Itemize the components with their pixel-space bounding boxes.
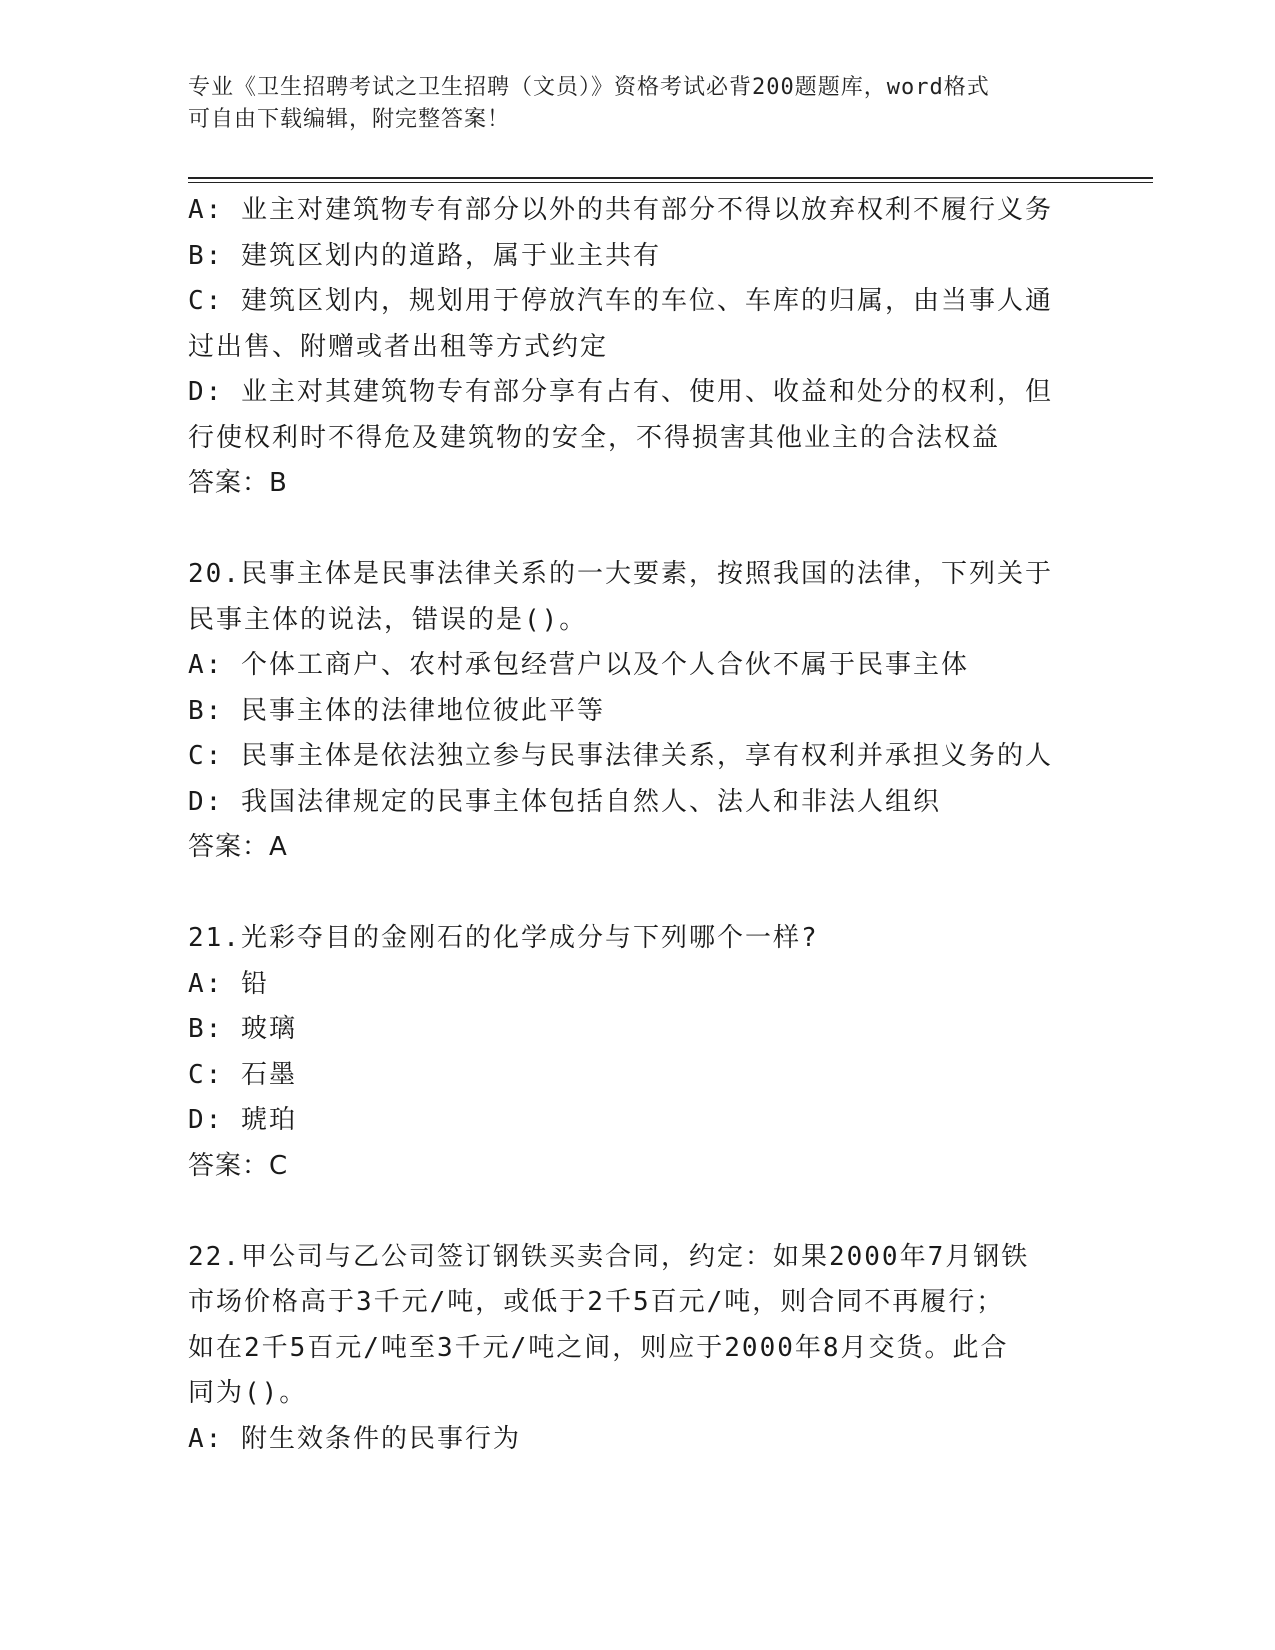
- question-stem-continued: 民事主体的说法，错误的是()。: [188, 604, 588, 635]
- question-stem-continued: 市场价格高于3千元/吨，或低于2千5百元/吨，则合同不再履行；: [188, 1287, 1005, 1317]
- spacer: [188, 871, 1088, 917]
- option-d-continued: 行使权利时不得危及建筑物的安全，不得损害其他业主的合法权益: [188, 422, 1001, 453]
- header-line-2: 可自由下载编辑，附完整答案！: [188, 107, 511, 132]
- option-b: B: 民事主体的法律地位彼此平等: [188, 695, 605, 726]
- option-c: C: 民事主体是依法独立参与民事法律关系，享有权利并承担义务的人: [188, 741, 1053, 771]
- question-list: [188, 188, 1088, 1462]
- question-stem: 20.民事主体是民事法律关系的一大要素，按照我国的法律，下列关于: [188, 559, 1053, 589]
- question-stem: 22.甲公司与乙公司签订钢铁买卖合同，约定：如果2000年7月钢铁: [188, 1241, 1030, 1272]
- question-19-block: [188, 188, 1088, 507]
- answer-line: 答案：B: [188, 468, 288, 498]
- question-22-block: [188, 1235, 1088, 1463]
- spacer: [188, 1189, 1088, 1235]
- option-d: D: 琥珀: [188, 1105, 297, 1135]
- question-stem-continued: 同为()。: [188, 1378, 308, 1408]
- question-20-block: [188, 552, 1088, 871]
- option-c: C: 石墨: [188, 1059, 297, 1090]
- header-divider-thick: [188, 177, 1153, 179]
- question-21-block: [188, 916, 1088, 1189]
- option-a: A: 附生效条件的民事行为: [188, 1423, 521, 1454]
- option-b: B: 玻璃: [188, 1014, 297, 1044]
- option-a: A: 个体工商户、农村承包经营户以及个人合伙不属于民事主体: [188, 650, 969, 680]
- question-stem-continued: 如在2千5百元/吨至3千元/吨之间，则应于2000年8月交货。此合: [188, 1332, 1009, 1363]
- option-a: A: 业主对建筑物专有部分以外的共有部分不得以放弃权利不履行义务: [188, 195, 1053, 225]
- answer-line: 答案：C: [188, 1150, 289, 1181]
- header-line-1: 专业《卫生招聘考试之卫生招聘（文员）》资格考试必背200题题库，word格式: [188, 75, 990, 100]
- option-c: C: 建筑区划内，规划用于停放汽车的车位、车库的归属，由当事人通: [188, 286, 1053, 316]
- option-d: D: 我国法律规定的民事主体包括自然人、法人和非法人组织: [188, 786, 941, 817]
- option-a: A: 铅: [188, 968, 269, 999]
- document-header: [188, 72, 1068, 136]
- option-b: B: 建筑区划内的道路，属于业主共有: [188, 240, 661, 271]
- answer-line: 答案：A: [188, 832, 288, 862]
- spacer: [188, 507, 1088, 553]
- option-c-continued: 过出售、附赠或者出租等方式约定: [188, 331, 609, 362]
- header-divider-thin: [188, 182, 1153, 183]
- option-d: D: 业主对其建筑物专有部分享有占有、使用、收益和处分的权利，但: [188, 377, 1053, 407]
- question-stem: 21.光彩夺目的金刚石的化学成分与下列哪个一样?: [188, 923, 819, 953]
